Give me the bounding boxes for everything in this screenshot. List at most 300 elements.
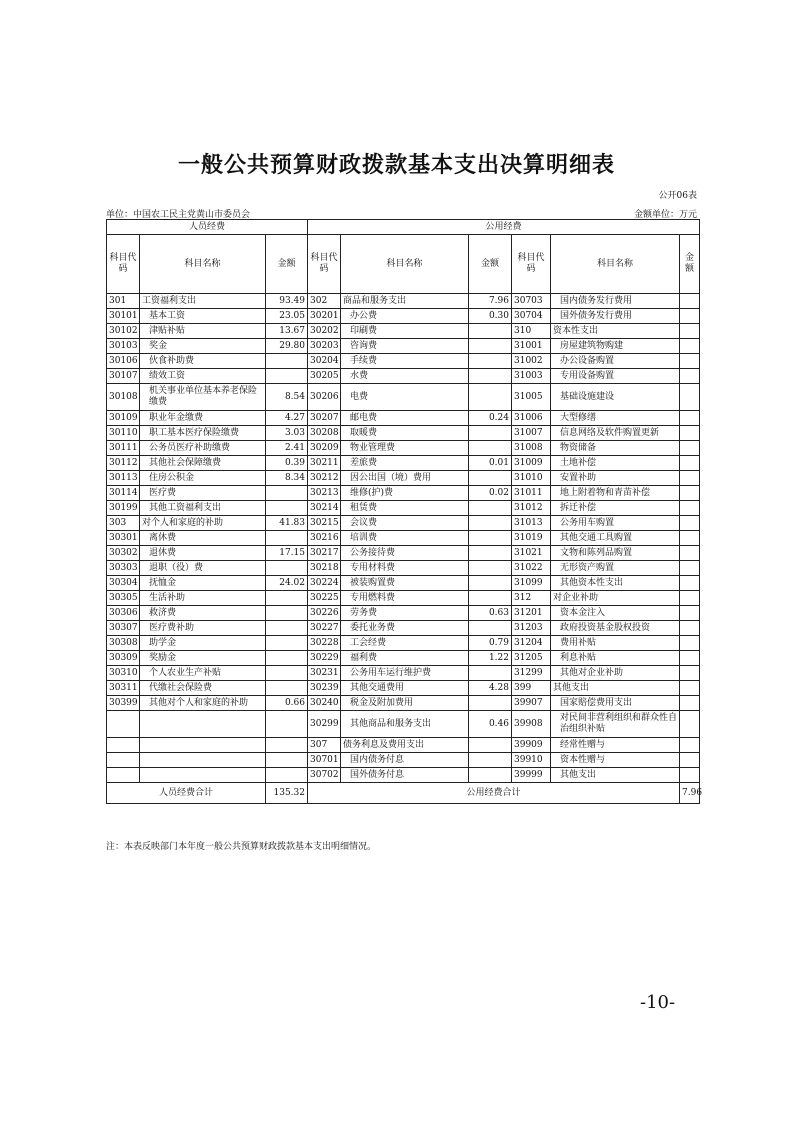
amount-cell [266, 531, 308, 546]
amount-cell [680, 546, 700, 561]
name-cell: 无形资产购置 [551, 561, 680, 576]
personnel-total-label: 人员经费合计 [107, 783, 266, 804]
amount-cell: 3.03 [266, 426, 308, 441]
name-cell: 土地补偿 [551, 456, 680, 471]
code-cell: 30215 [308, 516, 341, 531]
table-row [107, 486, 700, 501]
amount-cell [680, 576, 700, 591]
amount-cell: 0.66 [266, 696, 308, 711]
table-row [107, 651, 700, 666]
code-cell: 30240 [308, 696, 341, 711]
code-cell: 30216 [308, 531, 341, 546]
name-cell: 地上附着物和青苗补偿 [551, 486, 680, 501]
name-cell: 基础设施建设 [551, 384, 680, 411]
code-cell: 30303 [107, 561, 140, 576]
name-cell: 其他工资福利支出 [140, 501, 266, 516]
code-cell: 30226 [308, 606, 341, 621]
name-cell: 文物和陈列品购置 [551, 546, 680, 561]
public-group-header: 公用经费 [308, 220, 700, 235]
name-cell: 公务用车购置 [551, 516, 680, 531]
amount-cell [680, 384, 700, 411]
table-row [107, 501, 700, 516]
amount-cell [680, 369, 700, 384]
amount-cell [680, 339, 700, 354]
code-cell: 31203 [512, 621, 551, 636]
name-cell: 生活补助 [140, 591, 266, 606]
code-cell: 31007 [512, 426, 551, 441]
name-cell: 职业年金缴费 [140, 411, 266, 426]
amount-cell [469, 621, 512, 636]
amount-cell [680, 636, 700, 651]
name-cell: 劳务费 [341, 606, 469, 621]
code-cell: 30310 [107, 666, 140, 681]
amount-cell [680, 753, 700, 768]
amount-header: 金额 [469, 235, 512, 294]
name-cell: 奖金 [140, 339, 266, 354]
amount-cell: 0.79 [469, 636, 512, 651]
table-row [107, 738, 700, 753]
amount-cell [266, 621, 308, 636]
code-cell: 30114 [107, 486, 140, 501]
code-cell: 30227 [308, 621, 341, 636]
name-cell: 物业管理费 [341, 441, 469, 456]
name-cell: 安置补助 [551, 471, 680, 486]
code-cell: 30201 [308, 309, 341, 324]
name-cell: 信息网络及软件购置更新 [551, 426, 680, 441]
code-cell: 31201 [512, 606, 551, 621]
name-cell: 债务利息及费用支出 [341, 738, 469, 753]
name-cell: 印刷费 [341, 324, 469, 339]
table-row [107, 711, 700, 738]
table-row [107, 696, 700, 711]
code-cell: 31002 [512, 354, 551, 369]
code-cell: 30399 [107, 696, 140, 711]
name-cell: 资本性支出 [551, 324, 680, 339]
code-cell: 39999 [512, 768, 551, 783]
amount-cell [469, 441, 512, 456]
amount-cell: 41.83 [266, 516, 308, 531]
name-cell: 救济费 [140, 606, 266, 621]
code-cell: 30209 [308, 441, 341, 456]
name-cell: 房屋建筑物购建 [551, 339, 680, 354]
code-cell: 31021 [512, 546, 551, 561]
amount-cell [266, 768, 308, 783]
name-cell: 邮电费 [341, 411, 469, 426]
table-row [107, 471, 700, 486]
table-row [107, 561, 700, 576]
amount-cell [266, 591, 308, 606]
table-note: 注：本表反映部门本年度一般公共预算财政拨款基本支出明细情况。 [106, 842, 377, 852]
table-row [107, 516, 700, 531]
page-title: 一般公共预算财政拨款基本支出决算明细表 [177, 153, 615, 178]
name-cell: 国外债务付息 [341, 768, 469, 783]
table-row [107, 441, 700, 456]
amount-cell [266, 711, 308, 738]
amount-cell [680, 471, 700, 486]
code-cell: 30205 [308, 369, 341, 384]
name-cell: 个人农业生产补贴 [140, 666, 266, 681]
personnel-total-value: 135.32 [266, 783, 308, 804]
amount-cell: 2.41 [266, 441, 308, 456]
table-row [107, 606, 700, 621]
name-cell [140, 753, 266, 768]
name-cell: 物资储备 [551, 441, 680, 456]
amount-cell [469, 369, 512, 384]
name-cell: 利息补贴 [551, 651, 680, 666]
code-cell: 31003 [512, 369, 551, 384]
amount-cell [266, 354, 308, 369]
code-cell: 30106 [107, 354, 140, 369]
name-cell: 拆迁补偿 [551, 501, 680, 516]
amount-cell: 0.24 [469, 411, 512, 426]
code-cell: 30203 [308, 339, 341, 354]
code-cell: 303 [107, 516, 140, 531]
amount-cell [680, 501, 700, 516]
amount-cell: 1.22 [469, 651, 512, 666]
code-cell: 31006 [512, 411, 551, 426]
amount-cell [266, 651, 308, 666]
amount-cell [680, 354, 700, 369]
code-cell: 30231 [308, 666, 341, 681]
amount-cell [266, 636, 308, 651]
table-row [107, 324, 700, 339]
name-cell: 差旅费 [341, 456, 469, 471]
amount-cell [469, 546, 512, 561]
amount-cell: 17.15 [266, 546, 308, 561]
name-cell: 被装购置费 [341, 576, 469, 591]
amount-cell: 4.27 [266, 411, 308, 426]
code-cell: 30212 [308, 471, 341, 486]
name-cell: 抚恤金 [140, 576, 266, 591]
code-cell: 30239 [308, 681, 341, 696]
code-cell: 31008 [512, 441, 551, 456]
code-cell: 30305 [107, 591, 140, 606]
amount-cell: 8.34 [266, 471, 308, 486]
code-cell: 310 [512, 324, 551, 339]
amount-cell [469, 426, 512, 441]
name-cell: 其他对企业补助 [551, 666, 680, 681]
amount-header: 金额 [680, 235, 700, 294]
table-row [107, 369, 700, 384]
table-row [107, 753, 700, 768]
name-cell: 退职（役）费 [140, 561, 266, 576]
name-cell: 其他商品和服务支出 [341, 711, 469, 738]
name-cell: 因公出国（境）费用 [341, 471, 469, 486]
amount-cell [469, 339, 512, 354]
name-cell: 电费 [341, 384, 469, 411]
code-cell: 30229 [308, 651, 341, 666]
amount-cell [469, 696, 512, 711]
code-cell: 30208 [308, 426, 341, 441]
code-cell: 30111 [107, 441, 140, 456]
name-cell: 津贴补贴 [140, 324, 266, 339]
code-cell: 31009 [512, 456, 551, 471]
code-cell: 30311 [107, 681, 140, 696]
amount-cell: 0.46 [469, 711, 512, 738]
name-header: 科目名称 [140, 235, 266, 294]
name-cell: 专用材料费 [341, 561, 469, 576]
name-cell: 水费 [341, 369, 469, 384]
amount-cell: 93.49 [266, 294, 308, 309]
name-cell: 其他对个人和家庭的补助 [140, 696, 266, 711]
amount-cell [266, 369, 308, 384]
name-cell: 工资福利支出 [140, 294, 266, 309]
name-cell: 医疗费 [140, 486, 266, 501]
name-cell [140, 768, 266, 783]
table-row [107, 576, 700, 591]
code-cell: 301 [107, 294, 140, 309]
code-cell: 30301 [107, 531, 140, 546]
table-row [107, 546, 700, 561]
code-cell: 30107 [107, 369, 140, 384]
code-cell [107, 753, 140, 768]
table-row [107, 591, 700, 606]
code-cell [107, 711, 140, 738]
amount-cell [680, 591, 700, 606]
amount-cell: 23.05 [266, 309, 308, 324]
name-cell: 对企业补助 [551, 591, 680, 606]
name-cell: 奖励金 [140, 651, 266, 666]
code-cell: 31001 [512, 339, 551, 354]
code-cell: 30299 [308, 711, 341, 738]
name-cell: 公务用车运行维护费 [341, 666, 469, 681]
code-cell: 30207 [308, 411, 341, 426]
name-cell: 商品和服务支出 [341, 294, 469, 309]
code-cell: 31099 [512, 576, 551, 591]
amount-cell [469, 591, 512, 606]
amount-cell: 0.39 [266, 456, 308, 471]
code-cell: 30225 [308, 591, 341, 606]
amount-cell [266, 561, 308, 576]
amount-cell [680, 561, 700, 576]
table-row [107, 636, 700, 651]
code-cell [107, 738, 140, 753]
amount-cell [266, 666, 308, 681]
amount-cell [680, 309, 700, 324]
code-cell: 31012 [512, 501, 551, 516]
code-header: 科目代码 [308, 235, 341, 294]
table-row [107, 768, 700, 783]
amount-cell [266, 681, 308, 696]
code-cell: 31010 [512, 471, 551, 486]
code-cell: 39907 [512, 696, 551, 711]
name-cell [140, 738, 266, 753]
amount-cell [680, 486, 700, 501]
amount-cell [680, 681, 700, 696]
table-row [107, 411, 700, 426]
code-cell: 31022 [512, 561, 551, 576]
code-cell: 30213 [308, 486, 341, 501]
code-cell: 31011 [512, 486, 551, 501]
name-cell: 费用补贴 [551, 636, 680, 651]
table-row [107, 681, 700, 696]
code-cell: 30703 [512, 294, 551, 309]
amount-cell [469, 576, 512, 591]
code-cell: 30702 [308, 768, 341, 783]
amount-cell [266, 753, 308, 768]
totals-row [107, 783, 700, 804]
amount-cell: 24.02 [266, 576, 308, 591]
code-cell: 30217 [308, 546, 341, 561]
public-total-value: 7.96 [680, 783, 700, 804]
name-cell: 对个人和家庭的补助 [140, 516, 266, 531]
code-cell: 30113 [107, 471, 140, 486]
table-row [107, 426, 700, 441]
code-cell: 30304 [107, 576, 140, 591]
name-cell: 助学金 [140, 636, 266, 651]
amount-cell [469, 501, 512, 516]
code-cell: 31299 [512, 666, 551, 681]
name-cell: 经常性赠与 [551, 738, 680, 753]
name-cell [140, 711, 266, 738]
name-cell: 国内债务付息 [341, 753, 469, 768]
name-cell: 专用燃料费 [341, 591, 469, 606]
table-row [107, 339, 700, 354]
name-cell: 职工基本医疗保险缴费 [140, 426, 266, 441]
code-cell: 39910 [512, 753, 551, 768]
name-cell: 基本工资 [140, 309, 266, 324]
amount-cell [266, 486, 308, 501]
name-cell: 其他交通费用 [341, 681, 469, 696]
public-total-label: 公用经费合计 [308, 783, 680, 804]
code-cell: 399 [512, 681, 551, 696]
table-body [107, 294, 700, 783]
name-cell: 其他支出 [551, 681, 680, 696]
amount-cell [469, 516, 512, 531]
name-cell: 公务接待费 [341, 546, 469, 561]
code-cell: 39908 [512, 711, 551, 738]
amount-cell: 4.28 [469, 681, 512, 696]
name-cell: 政府投资基金股权投资 [551, 621, 680, 636]
name-cell: 取暖费 [341, 426, 469, 441]
code-cell: 30211 [308, 456, 341, 471]
amount-cell [469, 561, 512, 576]
code-cell: 30202 [308, 324, 341, 339]
name-cell: 资本性赠与 [551, 753, 680, 768]
name-cell: 住房公积金 [140, 471, 266, 486]
name-cell: 其他交通工具购置 [551, 531, 680, 546]
code-cell: 302 [308, 294, 341, 309]
amount-cell [469, 666, 512, 681]
amount-cell [680, 324, 700, 339]
amount-cell [680, 606, 700, 621]
code-cell: 30102 [107, 324, 140, 339]
amount-cell [680, 531, 700, 546]
table-row [107, 294, 700, 309]
name-cell: 福利费 [341, 651, 469, 666]
name-cell: 机关事业单位基本养老保险缴费 [140, 384, 266, 411]
name-cell: 代缴社会保险费 [140, 681, 266, 696]
name-cell: 办公费 [341, 309, 469, 324]
amount-cell: 0.63 [469, 606, 512, 621]
code-cell: 31013 [512, 516, 551, 531]
name-cell: 伙食补助费 [140, 354, 266, 369]
code-cell: 30101 [107, 309, 140, 324]
name-cell: 公务员医疗补助缴费 [140, 441, 266, 456]
amount-cell [680, 294, 700, 309]
name-cell: 专用设备购置 [551, 369, 680, 384]
amount-cell [680, 768, 700, 783]
code-cell: 307 [308, 738, 341, 753]
code-cell: 30109 [107, 411, 140, 426]
amount-cell [680, 441, 700, 456]
amount-cell [680, 696, 700, 711]
code-cell: 30306 [107, 606, 140, 621]
name-cell: 租赁费 [341, 501, 469, 516]
name-cell: 退休费 [140, 546, 266, 561]
amount-cell [680, 426, 700, 441]
unit-label: 单位：中国农工民主党黄山市委员会 [106, 210, 251, 220]
code-cell: 31019 [512, 531, 551, 546]
code-cell: 30228 [308, 636, 341, 651]
name-cell: 大型修缮 [551, 411, 680, 426]
amount-cell [266, 501, 308, 516]
name-header: 科目名称 [551, 235, 680, 294]
name-cell: 工会经费 [341, 636, 469, 651]
amount-cell [469, 384, 512, 411]
table-row [107, 456, 700, 471]
table-row [107, 354, 700, 369]
amount-cell: 29.80 [266, 339, 308, 354]
amount-cell [680, 666, 700, 681]
name-cell: 培训费 [341, 531, 469, 546]
code-cell: 30224 [308, 576, 341, 591]
name-cell: 办公设备购置 [551, 354, 680, 369]
name-cell: 对民间非营利组织和群众性自治组织补贴 [551, 711, 680, 738]
group-header-row [107, 220, 700, 235]
amount-cell [680, 711, 700, 738]
name-cell: 绩效工资 [140, 369, 266, 384]
amount-cell: 8.54 [266, 384, 308, 411]
page-number: -10- [640, 992, 676, 1013]
table-row [107, 309, 700, 324]
amount-cell [680, 411, 700, 426]
code-cell: 30308 [107, 636, 140, 651]
amount-cell [469, 768, 512, 783]
amount-cell [680, 651, 700, 666]
table-row [107, 384, 700, 411]
code-cell: 30218 [308, 561, 341, 576]
code-cell: 31205 [512, 651, 551, 666]
name-cell: 手续费 [341, 354, 469, 369]
amount-cell: 0.30 [469, 309, 512, 324]
code-cell: 30108 [107, 384, 140, 411]
amount-cell [469, 531, 512, 546]
name-header: 科目名称 [341, 235, 469, 294]
name-cell: 会议费 [341, 516, 469, 531]
name-cell: 税金及附加费用 [341, 696, 469, 711]
name-cell: 其他资本性支出 [551, 576, 680, 591]
amount-cell [469, 753, 512, 768]
code-cell: 30302 [107, 546, 140, 561]
column-header-row [107, 235, 700, 294]
amount-cell: 13.67 [266, 324, 308, 339]
amount-cell [266, 738, 308, 753]
name-cell: 其他支出 [551, 768, 680, 783]
amount-cell [680, 516, 700, 531]
amount-cell [680, 621, 700, 636]
name-cell: 咨询费 [341, 339, 469, 354]
code-cell: 30103 [107, 339, 140, 354]
code-cell: 39909 [512, 738, 551, 753]
expenditure-table [106, 219, 703, 804]
name-cell: 医疗费补助 [140, 621, 266, 636]
amount-cell [680, 738, 700, 753]
table-row [107, 666, 700, 681]
amount-header: 金额 [266, 235, 308, 294]
code-cell: 31005 [512, 384, 551, 411]
personnel-group-header: 人员经费 [107, 220, 308, 235]
